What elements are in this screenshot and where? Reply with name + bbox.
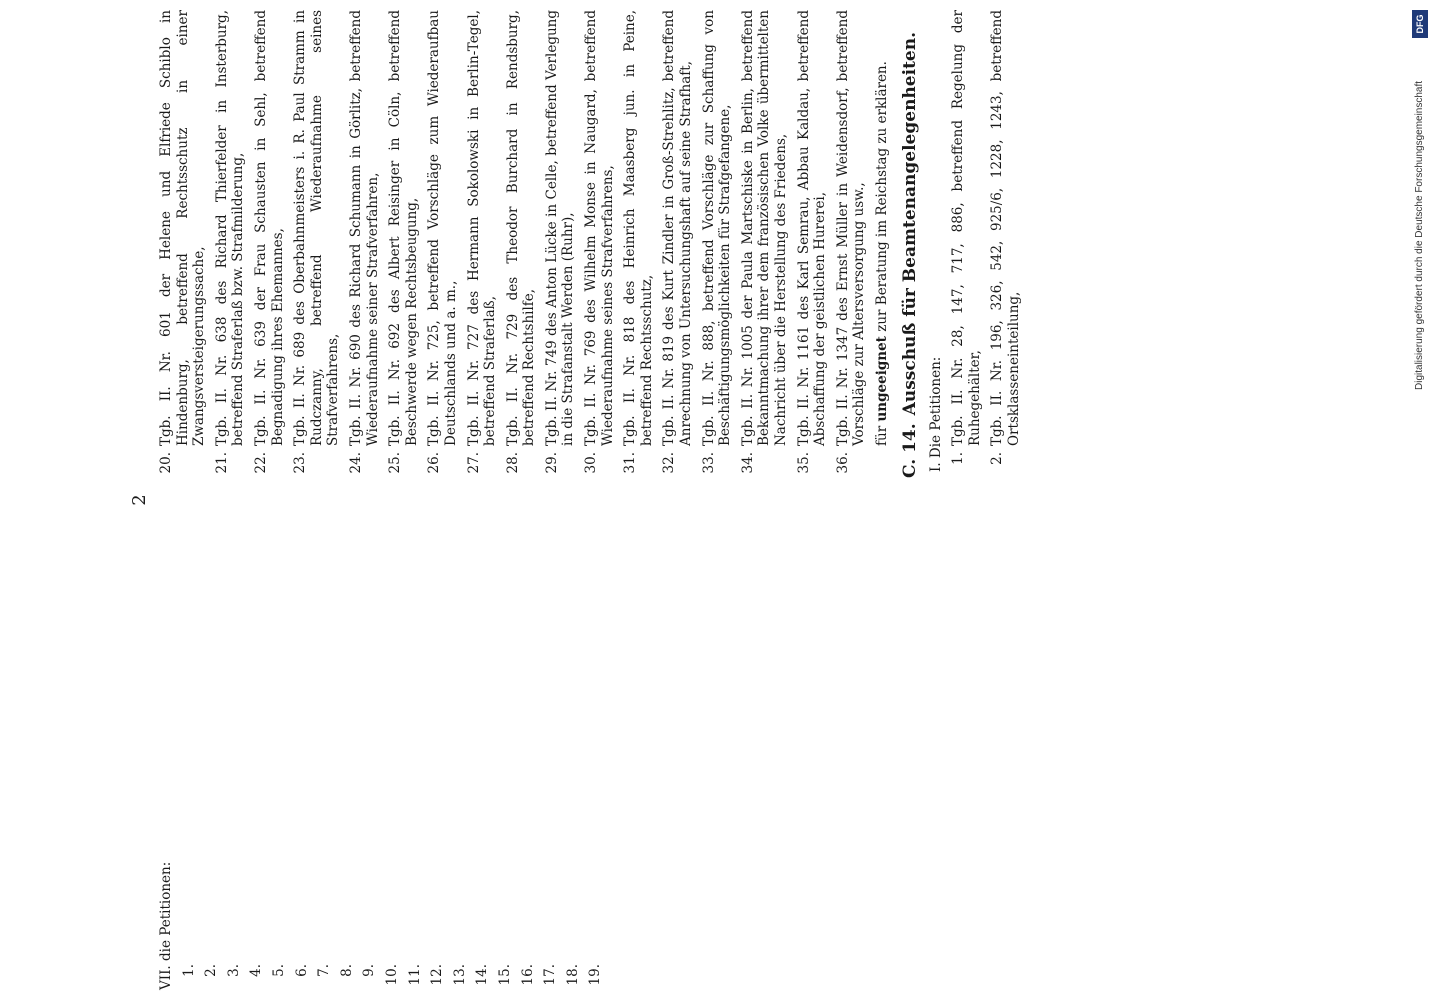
- petition-text: Tgb. II. Nr. 819 des Kurt Zindler in Groß-Strehlitz, betreffend Anrechnung von Untersuchungshaft auf seine Strafhaft,: [661, 10, 695, 446]
- petition-entry: [474, 520, 491, 990]
- petition-entry: [466, 10, 499, 478]
- petition-number: 32.: [661, 452, 678, 474]
- petition-entry: [505, 10, 538, 478]
- petition-entry: [384, 520, 401, 990]
- petition-entry: [701, 10, 734, 478]
- petition-text: Tgb. II. Nr. 689 des Oberbahnmeisters i. R. Paul Stramm in Rudczanny, betreffend Wiederaufnahme seines Strafverfahrens,: [292, 10, 342, 446]
- sub-petition-entry: [950, 10, 983, 478]
- petition-number: 19.: [587, 964, 604, 986]
- petition-number: 36.: [834, 452, 851, 474]
- petition-entry: [565, 520, 582, 990]
- petition-text: Tgb. II. Nr. 28, 147, 717, 886, betreffend Regelung der Ruhegehälter,: [950, 10, 983, 446]
- left-entry-list: [181, 520, 604, 990]
- petition-entry: [740, 10, 790, 478]
- petition-number: 22.: [252, 452, 269, 474]
- petition-number: 12.: [429, 964, 446, 986]
- petition-number: 35.: [795, 452, 812, 474]
- petition-text: Tgb. II. Nr. 1347 des Ernst Müller in Weidensdorf, betreffend Vorschläge zur Altersversorgung usw.,: [834, 10, 868, 446]
- petitions-heading: VII. die Petitionen:: [158, 861, 174, 990]
- petition-number: 28.: [504, 452, 521, 474]
- petition-text: Tgb. II. Nr. 1005 der Paula Martschiske in Berlin, betreffend Bekanntmachung ihrer dem französischen Volke übermittelten Nachricht über die Herstellung des Friedens,: [739, 10, 789, 446]
- petition-entry: [361, 520, 378, 990]
- petition-number: 18.: [564, 964, 581, 986]
- petition-entry: [407, 520, 424, 990]
- section-heading: [901, 10, 920, 478]
- petition-entry: [158, 10, 208, 478]
- petition-entry: [497, 520, 514, 990]
- petition-number: 29.: [543, 452, 560, 474]
- digitization-credit: [1410, 10, 1430, 390]
- dfg-logo: [1412, 10, 1428, 38]
- petition-entry: [583, 10, 616, 478]
- petition-entry: [226, 520, 243, 990]
- petition-number: 11.: [406, 964, 423, 986]
- dfg-logo-text: DFG: [1415, 14, 1425, 34]
- petition-text: Tgb. II. Nr. 690 des Richard Schumann in Görlitz, betreffend Wiederaufnahme seiner Strafverfahren,: [347, 10, 381, 446]
- petition-number: 3.: [225, 964, 242, 977]
- petition-entry: [181, 520, 198, 990]
- right-entry-list: [158, 10, 868, 478]
- petition-text: Tgb. II. Nr. 692 des Albert Reisinger in Cöln, betreffend Beschwerde wegen Rechtsbeugung,: [387, 10, 420, 446]
- petition-number: 14.: [474, 964, 491, 986]
- petition-number: 9.: [361, 964, 378, 977]
- petition-entry: [661, 10, 694, 478]
- left-column: [158, 520, 610, 990]
- petition-entry: [520, 520, 537, 990]
- petition-entry: [622, 10, 655, 478]
- petition-entry: [348, 10, 381, 478]
- petition-number: 13.: [451, 964, 468, 986]
- petition-number: 17.: [542, 964, 559, 986]
- page-number: 2: [129, 494, 150, 506]
- petition-entry: [294, 520, 311, 990]
- closing-bold: ungeeignet: [873, 336, 890, 422]
- petition-text: Tgb. II. Nr. 1161 des Karl Semrau, Abbau Kaldau, betreffend Abschaffung der geistlichen Hurerei,: [795, 10, 829, 446]
- petition-number: 25.: [387, 452, 404, 474]
- petition-entry: [452, 520, 469, 990]
- closing-suffix: zur Beratung im Reichstag zu erklären.: [873, 61, 890, 332]
- petition-entry: [387, 10, 420, 478]
- digitization-note: Digitalisierung gefördert durch die Deutsche Forschungsgemeinschaft: [1414, 80, 1425, 390]
- petition-text: Tgb. II. Nr. 888, betreffend Vorschläge zur Schaffung von Beschäftigungsmöglichkeiten für Strafgefangene,: [700, 10, 734, 446]
- petition-number: 23.: [292, 452, 309, 474]
- closing-resolution: [874, 10, 891, 478]
- petition-number: 27.: [465, 452, 482, 474]
- petition-number: 24.: [347, 452, 364, 474]
- petition-text: Tgb. II. Nr. 725, betreffend Vorschläge zum Wiederaufbau Deutschlands und a. m.,: [426, 10, 459, 446]
- petition-number: 1.: [950, 452, 967, 465]
- petition-entry: [339, 520, 356, 990]
- rotated-page: [130, 10, 1300, 990]
- petition-number: 6.: [293, 964, 310, 977]
- petition-text: Tgb. II. Nr. 818 des Heinrich Maasberg jun. in Peine, betreffend Rechtsschutz,: [622, 10, 655, 446]
- petition-number: 15.: [496, 964, 513, 986]
- sub-petition-entry: [989, 10, 1022, 478]
- petition-number: 31.: [622, 452, 639, 474]
- petition-entry: [426, 10, 459, 478]
- petition-entry: [203, 520, 220, 990]
- petition-number: 30.: [583, 452, 600, 474]
- petition-entry: [835, 10, 868, 478]
- petition-number: 10.: [383, 964, 400, 986]
- petition-number: 20.: [158, 452, 174, 474]
- petition-entry: [587, 520, 604, 990]
- petition-number: 2.: [203, 964, 220, 977]
- petition-entry: [429, 520, 446, 990]
- petition-text: Tgb. II. Nr. 638 des Richard Thierfelder in Insterburg, betreffend Straferlaß bzw. Strafmilderung,: [213, 10, 247, 446]
- petition-text: Tgb. II. Nr. 196, 326, 542, 925/6, 1228, 1243, betreffend Ortsklasseneinteilung,: [989, 10, 1022, 446]
- petition-number: 1.: [180, 964, 197, 977]
- petition-text: Tgb. II. Nr. 729 des Theodor Burchard in Rendsburg, betreffend Rechtshilfe,: [504, 10, 538, 446]
- petition-number: 33.: [700, 452, 717, 474]
- petition-text: Tgb. II. Nr. 601 der Helene und Elfriede Schiblo in Hindenburg, betreffend Rechtsschutz in einer Zwangsversteigerungssache,: [158, 10, 208, 446]
- petition-number: 8.: [338, 964, 355, 977]
- petition-text: Tgb. II. Nr. 769 des Wilhelm Monse in Naugard, betreffend Wiederaufnahme seines Strafverfahrens,: [583, 10, 616, 446]
- petition-entry: [248, 520, 265, 990]
- section-title: Ausschuß für Beamtenangelegenheiten.: [899, 31, 920, 416]
- petition-number: 21.: [213, 452, 230, 474]
- section-code: C. 14.: [899, 423, 920, 478]
- petition-entry: [544, 10, 577, 478]
- petition-entry: [271, 520, 288, 990]
- petition-entry: [292, 10, 342, 478]
- petition-entry: [542, 520, 559, 990]
- right-column: [158, 10, 1029, 478]
- closing-prefix: für: [873, 425, 890, 446]
- petition-entry: [316, 520, 333, 990]
- petition-number: 5.: [270, 964, 287, 977]
- petition-number: 34.: [739, 452, 756, 474]
- petition-entry: [214, 10, 247, 478]
- sub-heading: I. Die Petitionen:: [927, 356, 944, 472]
- petition-text: Tgb. II. Nr. 639 der Frau Schausten in Sehl, betreffend Begnadigung ihres Ehemannes,: [252, 10, 286, 446]
- petition-number: 2.: [989, 452, 1006, 465]
- petition-entry: [253, 10, 286, 478]
- petition-number: 4.: [248, 964, 265, 977]
- petition-number: 7.: [316, 964, 333, 977]
- petition-number: 16.: [519, 964, 536, 986]
- petition-text: Tgb. II. Nr. 749 des Anton Lücke in Celle, betreffend Verlegung in die Strafanstalt Werden (Ruhr),: [543, 10, 577, 446]
- petition-number: 26.: [426, 452, 443, 474]
- petition-text: Tgb. II. Nr. 727 des Hermann Sokolowski in Berlin-Tegel, betreffend Straferlaß,: [465, 10, 499, 446]
- petition-entry: [796, 10, 829, 478]
